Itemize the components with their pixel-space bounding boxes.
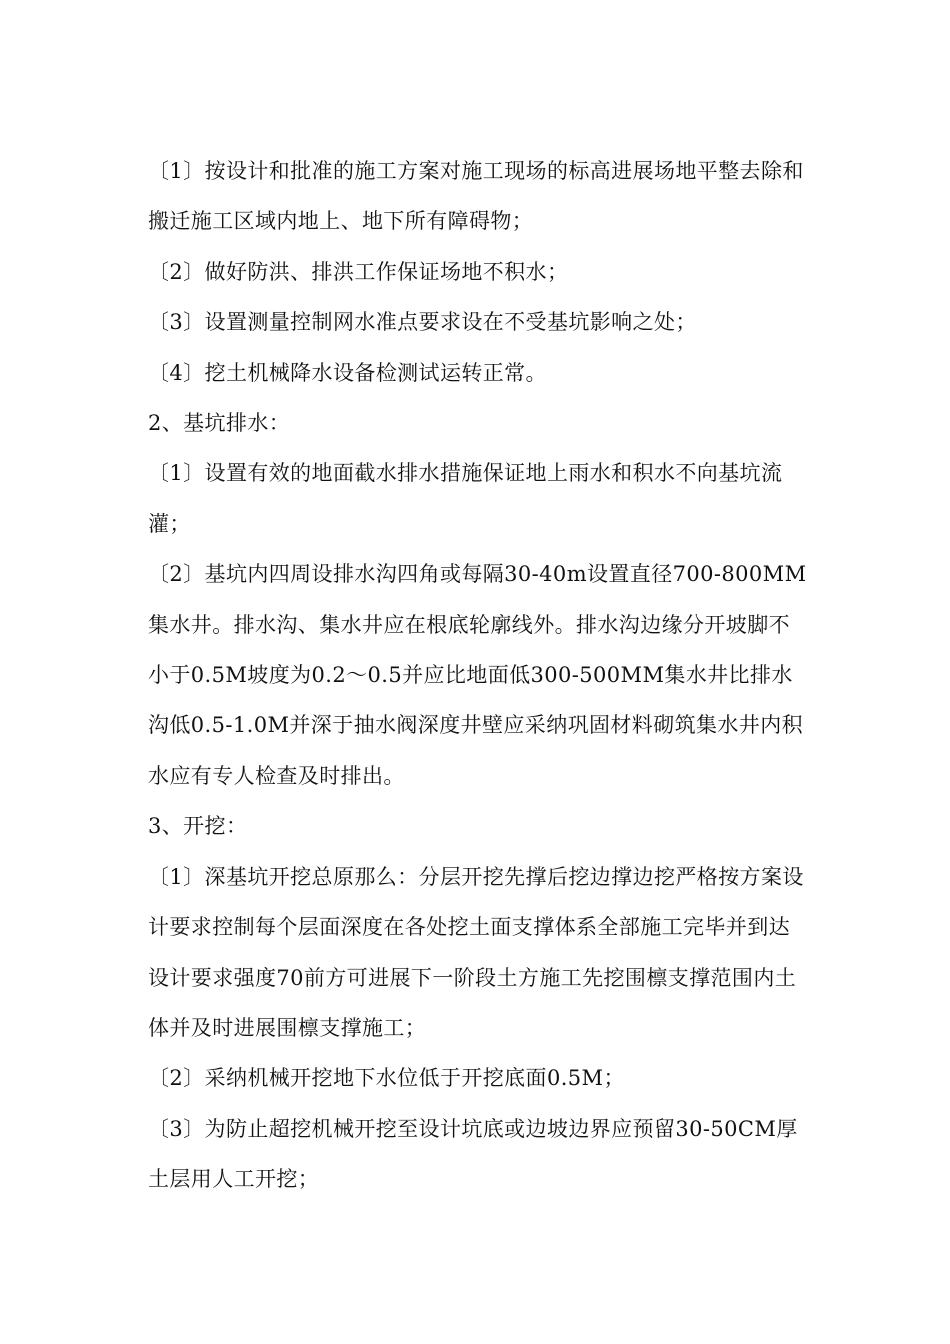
paragraph-excavation-principle: 〔1〕深基坑开挖总原那么：分层开挖先撑后挖边撑边挖严格按方案设计要求控制每个层面深度在各处挖土面支撑体系全部施工完毕并到达设计要求强度70前方可进展下一阶段土方施工先挖围檩支撑范围内土体并及时进展围檩支撑施工； [148, 864, 804, 1040]
paragraph-equipment-check: 〔4〕挖土机械降水设备检测试运转正常。 [148, 360, 547, 385]
paragraph-site-leveling: 〔1〕按设计和批准的施工方案对施工现场的标高进展场地平整去除和搬迁施工区域内地上、地下所有障碍物； [148, 159, 804, 234]
paragraph-drainage-ditch: 〔2〕基坑内四周设排水沟四角或每隔30-40m设置直径700-800MM集水井。排水沟、集水井应在根底轮廓线外。排水沟边缘分开坡脚不小于0.5M坡度为0.2～0.5并应比地面低300-500MM集水井比排水沟低0.5-1.0M并深于抽水阀深度井壁应采纳巩固材料砌筑集水井内积水应有专人检查及时排出。 [148, 562, 807, 788]
section-heading-drainage: 2、基坑排水： [148, 411, 291, 436]
paragraph-flood-control: 〔2〕做好防洪、排洪工作保证场地不积水； [148, 259, 569, 284]
section-heading-excavation: 3、开挖： [148, 814, 248, 839]
paragraph-mechanical-excavation: 〔2〕采纳机械开挖地下水位低于开挖底面0.5M； [148, 1066, 625, 1091]
document-body [148, 146, 808, 1205]
paragraph-reserved-soil: 〔3〕为防止超挖机械开挖至设计坑底或边坡边界应预留30-50CM厚土层用人工开挖； [148, 1116, 798, 1192]
paragraph-surface-water: 〔1〕设置有效的地面截水排水措施保证地上雨水和积水不向基坑流灌； [148, 461, 783, 536]
paragraph-survey-benchmarks: 〔3〕设置测量控制网水准点要求设在不受基坑影响之处； [148, 310, 697, 335]
